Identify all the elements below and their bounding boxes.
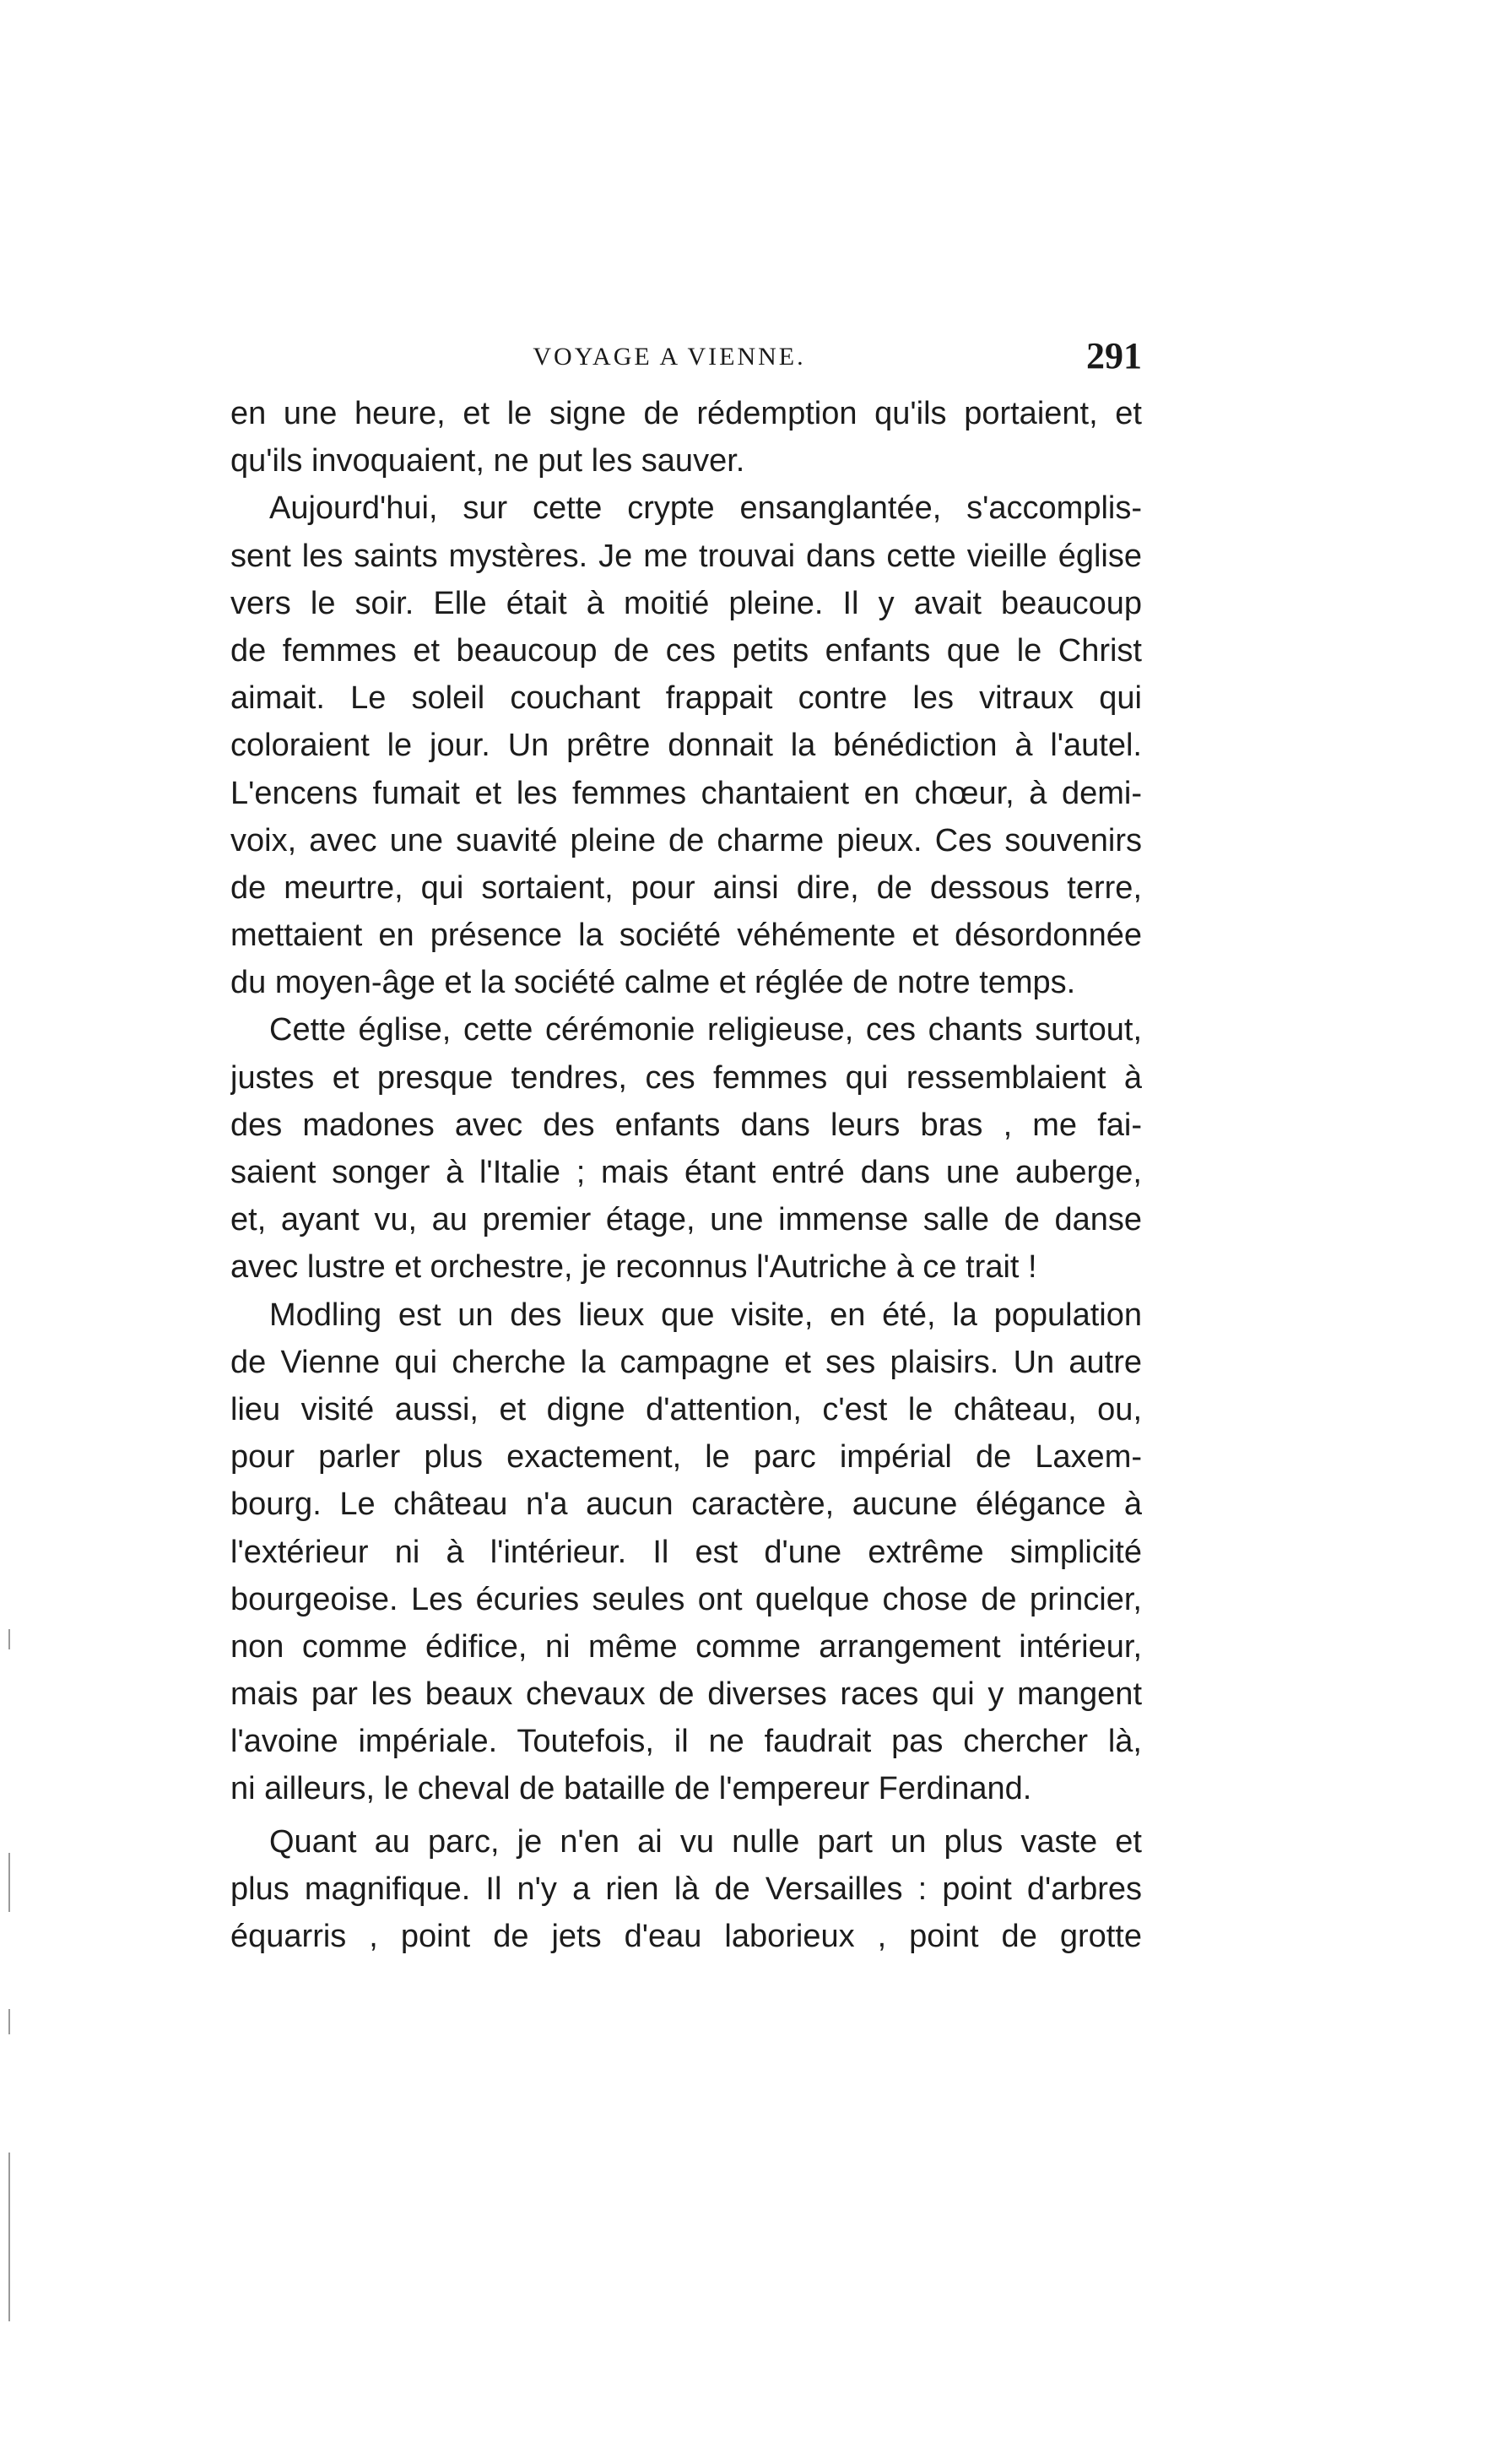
text-line: l'avoine impériale. Toutefois, il ne faudrait pas chercher là,	[230, 1724, 1142, 1760]
text-line: lieu visité aussi, et digne d'attention, c'est le château, ou,	[230, 1391, 1142, 1427]
text-line: aimait. Le soleil couchant frappait contre les vitraux qui	[230, 680, 1142, 717]
text-line: mettaient en présence la société véhémente et désordonnée	[230, 918, 1142, 954]
running-title: VOYAGE A VIENNE.	[533, 343, 806, 371]
text-line: plus magnifique. Il n'y a rien là de Versailles : point d'arbres	[230, 1871, 1142, 1907]
text-line: voix, avec une suavité pleine de charme pieux. Ces souvenirs	[230, 822, 1142, 858]
text-line: équarris , point de jets d'eau laborieux , point de grotte	[230, 1919, 1142, 1954]
text-line: saient songer à l'Italie ; mais étant entré dans une auberge,	[230, 1155, 1142, 1190]
text-line: des madones avec des enfants dans leurs bras , me fai-	[230, 1107, 1142, 1143]
text-line: mais par les beaux chevaux de diverses races qui y mangent	[230, 1676, 1142, 1713]
text-line: du moyen-âge et la société calme et réglée de notre temps.	[230, 965, 1076, 1001]
text-line: de meurtre, qui sortaient, pour ainsi dire, de dessous terre,	[230, 869, 1142, 906]
text-line: bourgeoise. Les écuries seules ont quelque chose de princier,	[230, 1581, 1142, 1617]
text-line: en une heure, et le signe de rédemption qu'ils portaient, et	[230, 396, 1142, 431]
text-line: coloraient le jour. Un prêtre donnait la bénédiction à l'autel.	[230, 728, 1142, 764]
text-line: justes et presque tendres, ces femmes qui ressemblaient à	[230, 1059, 1142, 1096]
page-number: 291	[1086, 335, 1142, 376]
text-line: Cette église, cette cérémonie religieuse, ces chants surtout,	[269, 1012, 1142, 1048]
text-line: L'encens fumait et les femmes chantaient en chœur, à demi-	[230, 775, 1142, 811]
scan-margin-mark	[8, 1629, 10, 1649]
text-line: Aujourd'hui, sur cette crypte ensanglantée, s'accomplis-	[269, 490, 1142, 527]
text-line: ni ailleurs, le cheval de bataille de l'empereur Ferdinand.	[230, 1771, 1032, 1807]
text-line: Modling est un des lieux que visite, en été, la population	[269, 1297, 1142, 1333]
text-line: sent les saints mystères. Je me trouvai dans cette vieille église	[230, 538, 1142, 574]
page-header	[230, 331, 1142, 390]
text-line: avec lustre et orchestre, je reconnus l'Autriche à ce trait !	[230, 1249, 1037, 1286]
text-line: l'extérieur ni à l'intérieur. Il est d'une extrême simplicité	[230, 1534, 1142, 1570]
scan-margin-mark	[8, 2153, 10, 2321]
body-text	[230, 390, 1142, 1960]
text-line: de femmes et beaucoup de ces petits enfants que le Christ	[230, 632, 1142, 669]
text-line: de Vienne qui cherche la campagne et ses plaisirs. Un autre	[230, 1344, 1142, 1380]
text-line: vers le soir. Elle était à moitié pleine. Il y avait beaucoup	[230, 585, 1142, 621]
text-line: pour parler plus exactement, le parc impérial de Laxem-	[230, 1439, 1142, 1476]
text-line: Quant au parc, je n'en ai vu nulle part un plus vaste et	[269, 1823, 1142, 1860]
scan-margin-mark	[8, 1853, 10, 1912]
scan-margin-mark	[8, 2009, 10, 2034]
text-line: et, ayant vu, au premier étage, une immense salle de danse	[230, 1202, 1142, 1238]
text-line: non comme édifice, ni même comme arrangement intérieur,	[230, 1628, 1142, 1665]
text-line: qu'ils invoquaient, ne put les sauver.	[230, 443, 745, 479]
text-line: bourg. Le château n'a aucun caractère, aucune élégance à	[230, 1487, 1142, 1523]
